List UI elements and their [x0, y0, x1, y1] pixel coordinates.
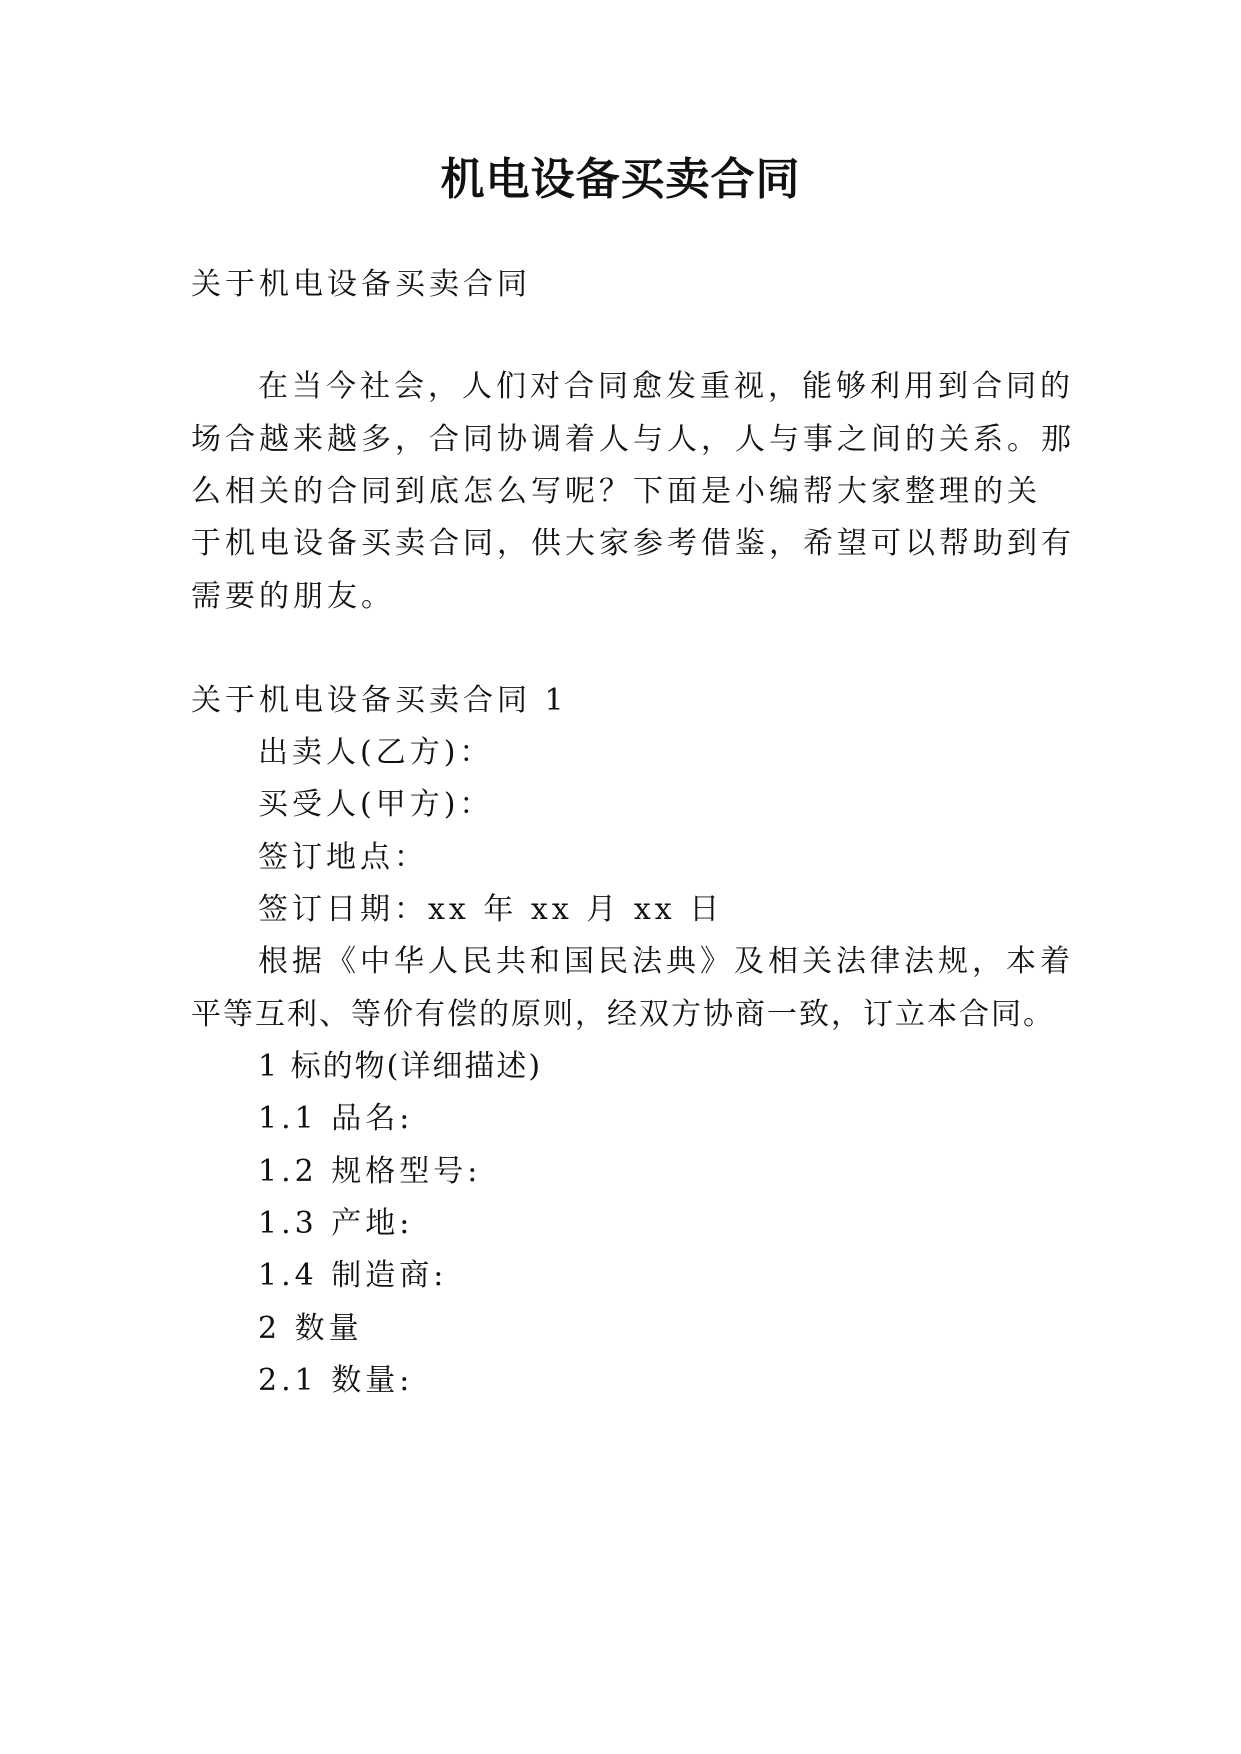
intro-line: 么相关的合同到底怎么写呢？下面是小编帮大家整理的关 [191, 474, 1041, 509]
document-subtitle: 关于机电设备买卖合同 [191, 267, 531, 302]
basis-line: 平等互利、等价有偿的原则，经双方协商一致，订立本合同。 [191, 997, 1055, 1032]
clause-2: 2 数量 [258, 1311, 363, 1346]
intro-line: 在当今社会，人们对合同愈发重视，能够利用到合同的 [258, 369, 1074, 404]
clause-1-3: 1.3 产地: [258, 1206, 414, 1241]
intro-line: 于机电设备买卖合同，供大家参考借鉴，希望可以帮助到有 [191, 526, 1075, 561]
clause-1-4: 1.4 制造商: [258, 1258, 448, 1293]
intro-line: 需要的朋友。 [191, 579, 395, 614]
clause-1-2: 1.2 规格型号: [258, 1154, 482, 1189]
page-title: 机电设备买卖合同 [440, 154, 801, 205]
clause-2-1: 2.1 数量: [258, 1363, 414, 1398]
clause-1: 1 标的物(详细描述) [258, 1049, 543, 1084]
seller-line: 出卖人(乙方)： [258, 735, 494, 770]
section-heading: 关于机电设备买卖合同 1 [191, 683, 568, 718]
basis-line: 根据《中华人民共和国民法典》及相关法律法规，本着 [258, 944, 1074, 979]
clause-1-1: 1.1 品名: [258, 1101, 414, 1136]
buyer-line: 买受人(甲方)： [258, 787, 494, 822]
sign-place-line: 签订地点： [258, 840, 428, 875]
sign-date-line: 签订日期：xx 年 xx 月 xx 日 [258, 892, 724, 927]
intro-line: 场合越来越多，合同协调着人与人，人与事之间的关系。那 [191, 422, 1075, 457]
